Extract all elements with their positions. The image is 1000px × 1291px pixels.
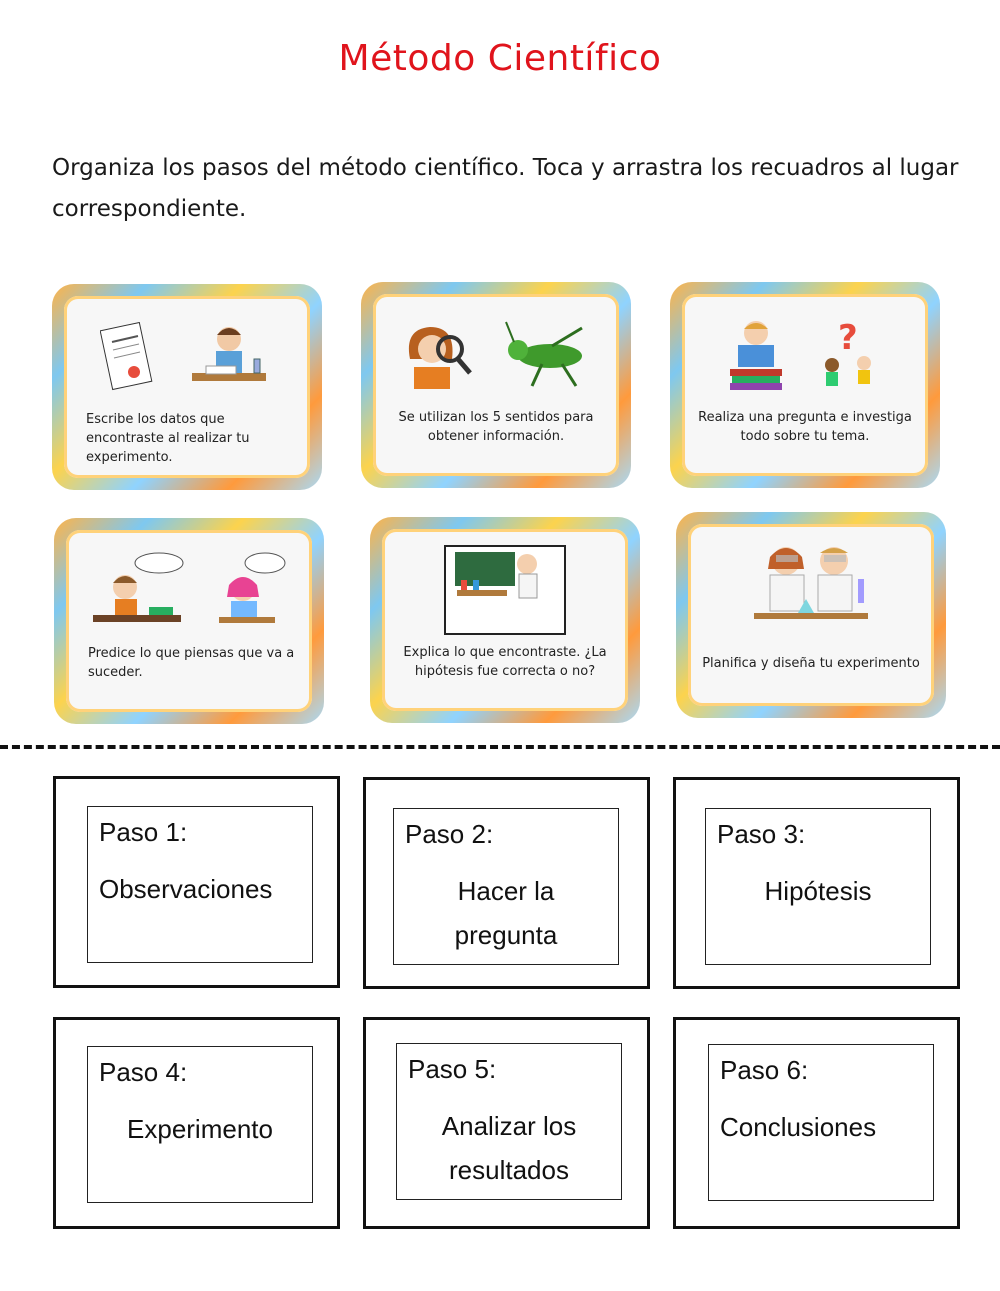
- drop-zone-step-3[interactable]: [673, 777, 960, 989]
- card-body: [682, 294, 928, 476]
- step-name: Analizar los resultados: [441, 1111, 577, 1185]
- drop-zone-step-2[interactable]: [363, 777, 650, 989]
- step-label: Paso 1:: [99, 817, 188, 847]
- step-name: Hacer la pregunta: [454, 876, 558, 950]
- draggable-card-observe[interactable]: [361, 282, 631, 488]
- step-name: Observaciones: [99, 874, 273, 904]
- step-label: Paso 3:: [717, 819, 806, 849]
- page-title: Método Científico: [338, 38, 662, 79]
- girl-thinking-picture: [213, 551, 289, 631]
- card-body: [688, 524, 934, 706]
- step-label: Paso 4:: [99, 1057, 188, 1087]
- svg-text:?: ?: [838, 318, 858, 358]
- card-text: Escribe los datos que encontraste al realizar tu experimento.: [86, 412, 250, 465]
- step-card: [708, 1044, 934, 1201]
- step-name: Experimento: [127, 1114, 273, 1144]
- lab-report-picture: [100, 322, 156, 392]
- draggable-card-plan[interactable]: [676, 512, 946, 718]
- card-body: [66, 530, 312, 712]
- two-scientists-picture: [748, 539, 874, 631]
- girl-with-magnifier-picture: [400, 319, 474, 391]
- dashed-divider: [0, 745, 1000, 749]
- draggable-card-question[interactable]: [670, 282, 940, 488]
- draggable-card-conclude[interactable]: [370, 517, 640, 723]
- drop-zone-step-5[interactable]: [363, 1017, 650, 1229]
- step-card: [87, 806, 313, 963]
- card-body: [373, 294, 619, 476]
- step-label: Paso 5:: [408, 1054, 497, 1084]
- step-name: Conclusiones: [720, 1112, 877, 1142]
- card-text: Planifica y diseña tu experimento: [702, 656, 920, 671]
- step-card: [393, 808, 619, 965]
- card-text: Se utilizan los 5 sentidos para obtener información.: [398, 410, 594, 444]
- draggable-card-predict[interactable]: [54, 518, 324, 724]
- scientist-at-board-picture: [443, 544, 567, 636]
- card-body: [382, 529, 628, 711]
- boy-thinking-picture: [89, 551, 185, 631]
- step-label: Paso 6:: [720, 1055, 809, 1085]
- card-text: Predice lo que piensas que va a suceder.: [88, 646, 295, 680]
- instructions-text: Organiza los pasos del método científico. Toca y arrastra los recuadros al lugar correspondiente.: [52, 155, 959, 222]
- step-card: [396, 1043, 622, 1200]
- drop-zone-step-6[interactable]: [673, 1017, 960, 1229]
- drop-zone-step-4[interactable]: [53, 1017, 340, 1229]
- step-card: [705, 808, 931, 965]
- step-name: Hipótesis: [764, 876, 872, 906]
- card-text: Realiza una pregunta e investiga todo sobre tu tema.: [698, 410, 912, 444]
- student-writing-picture: [184, 319, 274, 395]
- step-label: Paso 2:: [405, 819, 494, 849]
- draggable-card-record-data[interactable]: [52, 284, 322, 490]
- boy-reading-books-picture: [724, 317, 788, 393]
- card-text: Explica lo que encontraste. ¿La hipótesis fue correcta o no?: [403, 645, 607, 679]
- step-card: [87, 1046, 313, 1203]
- grasshopper-picture: [502, 320, 592, 390]
- drop-zone-step-1[interactable]: [53, 776, 340, 988]
- card-body: [64, 296, 310, 478]
- question-kids-picture: [816, 317, 886, 393]
